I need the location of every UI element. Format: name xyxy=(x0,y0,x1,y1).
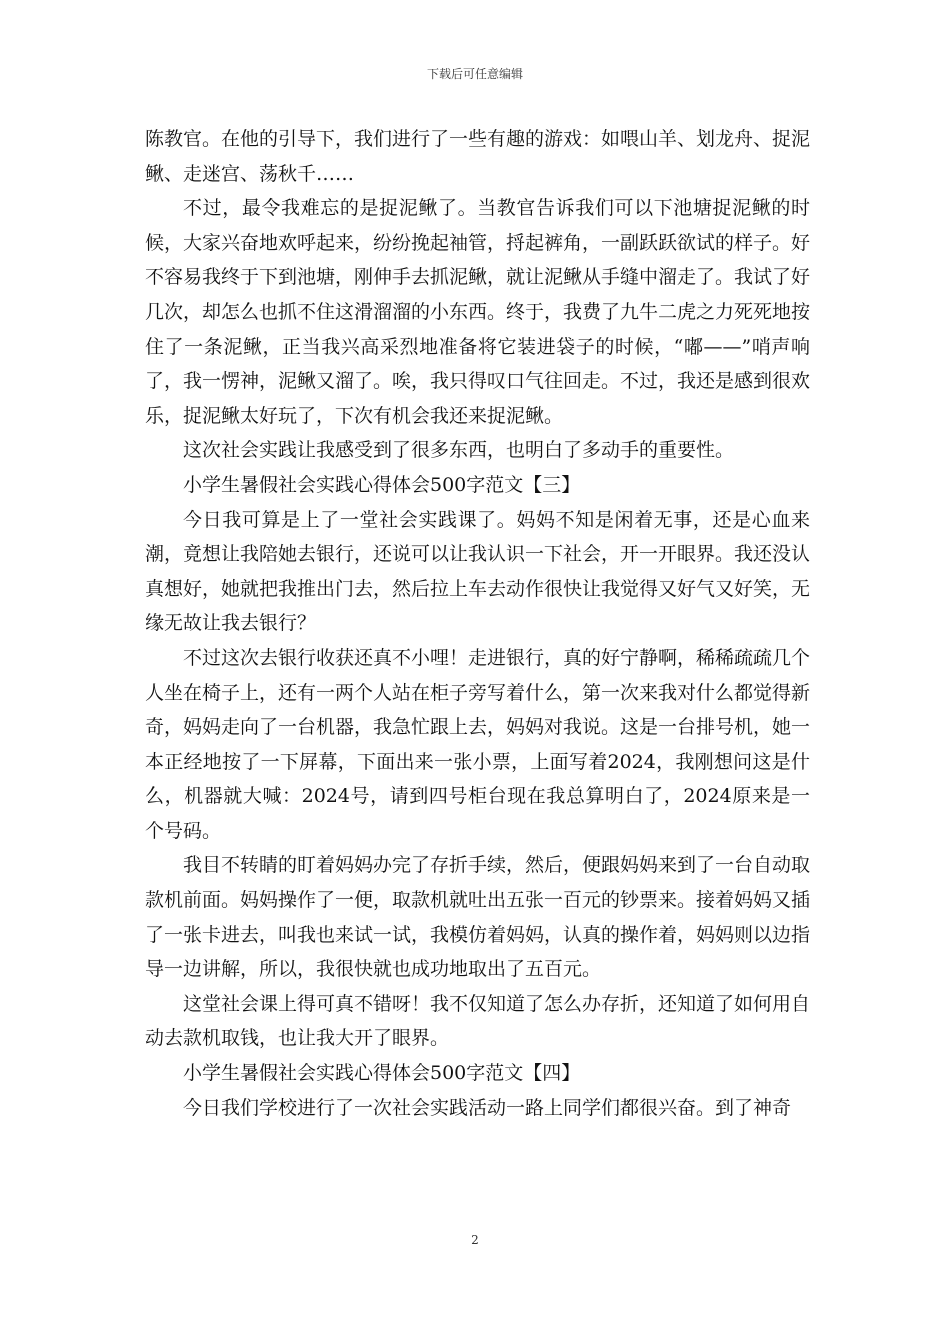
paragraph: 陈教官。在他的引导下，我们进行了一些有趣的游戏：如喂山羊、划龙舟、捉泥鳅、走迷宫、荡秋千…… xyxy=(145,128,811,185)
page-number: 2 xyxy=(471,1233,479,1247)
section-heading: 小学生暑假社会实践心得体会500字范文【四】 xyxy=(183,1062,581,1085)
paragraph: 这次社会实践让我感受到了很多东西，也明白了多动手的重要性。 xyxy=(183,439,735,462)
paragraph: 今日我可算是上了一堂社会实践课了。妈妈不知是闲着无事，还是心血来潮，竟想让我陪她去银行，还说可以让我认识一下社会，开一开眼界。我还没认真想好，她就把我推出门去，然后拉上车去动作很快让我觉得又好气又好笑，无缘无故让我去银行？ xyxy=(145,508,811,635)
paragraph: 不过，最令我难忘的是捉泥鳅了。当教官告诉我们可以下池塘捉泥鳅的时候，大家兴奋地欢呼起来，纷纷挽起袖管，捋起裤角，一副跃跃欲试的样子。好不容易我终于下到池塘，刚伸手去抓泥鳅，就让泥鳅从手缝中溜走了。我试了好几次，却怎么也抓不住这滑溜溜的小东西。终于，我费了九牛二虎之力死死地按住了一条泥鳅，正当我兴高采烈地准备将它装进袋子的时候，“嘟——”哨声响了，我一愣神，泥鳅又溜了。唉，我只得叹口气往回走。不过，我还是感到很欢乐，捉泥鳅太好玩了，下次有机会我还来捉泥鳅。 xyxy=(145,197,811,427)
document-body xyxy=(145,122,810,1125)
paragraph: 今日我们学校进行了一次社会实践活动一路上同学们都很兴奋。到了神奇 xyxy=(183,1096,792,1119)
page-header: 下载后可任意编辑 xyxy=(426,67,523,81)
paragraph: 这堂社会课上得可真不错呀！我不仅知道了怎么办存折，还知道了如何用自动去款机取钱，也让我大开了眼界。 xyxy=(145,992,811,1050)
paragraph: 不过这次去银行收获还真不小哩！走进银行，真的好宁静啊，稀稀疏疏几个人坐在椅子上，还有一两个人站在柜子旁写着什么，第一次来我对什么都觉得新奇，妈妈走向了一台机器，我急忙跟上去，妈妈对我说。这是一台排号机，她一本正经地按了一下屏幕，下面出来一张小票，上面写着2024，我刚想问这是什么，机器就大喊：2024号，请到四号柜台现在我总算明白了，2024原来是一个号码。 xyxy=(145,646,811,842)
paragraph: 我目不转睛的盯着妈妈办完了存折手续，然后，便跟妈妈来到了一台自动取款机前面。妈妈操作了一便，取款机就吐出五张一百元的钞票来。接着妈妈又插了一张卡进去，叫我也来试一试，我模仿着妈妈，认真的操作着，妈妈则以边指导一边讲解，所以，我很快就也成功地取出了五百元。 xyxy=(145,854,811,981)
section-heading: 小学生暑假社会实践心得体会500字范文【三】 xyxy=(183,473,581,496)
